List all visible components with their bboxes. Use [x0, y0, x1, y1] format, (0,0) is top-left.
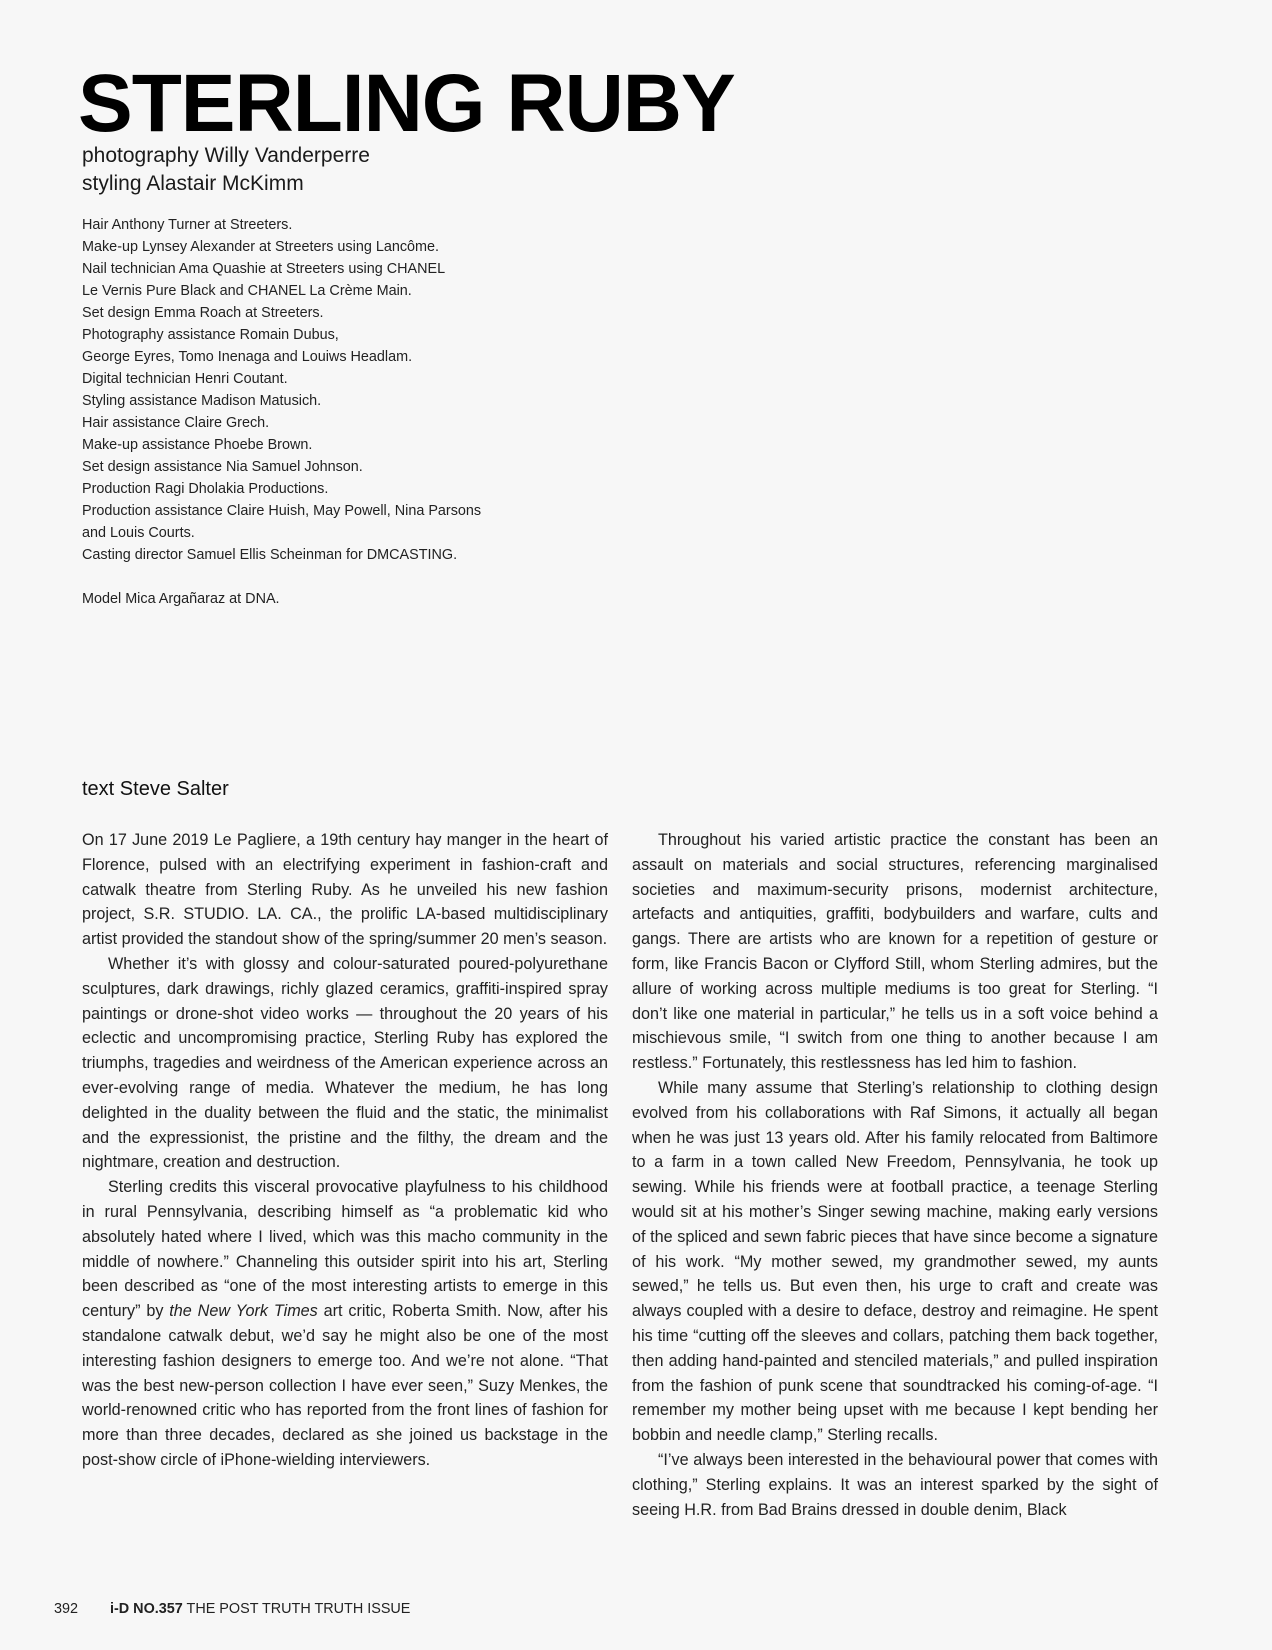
credit-line: Make-up assistance Phoebe Brown. — [82, 437, 313, 453]
article-paragraph — [82, 1175, 608, 1473]
credit-line: and Louis Courts. — [82, 525, 195, 541]
article-column-left — [82, 828, 608, 1473]
issue-title: THE POST TRUTH TRUTH ISSUE — [186, 1601, 411, 1617]
credit-line: Nail technician Ama Quashie at Streeters using CHANEL — [82, 261, 446, 277]
credit-line: Digital technician Henri Coutant. — [82, 371, 288, 387]
credit-spacer — [82, 566, 481, 588]
paragraph-text: art critic, Roberta Smith. Now, after his standalone catwalk debut, we’d say he might also be one of the most interesting fashion designers to emerge too. And we’re not alone. “That was the best new-person collection I have ever seen,” Suzy Menkes, the world-renowned critic who has reported from the front lines of fashion for more than three decades, declared as she joined us backstage in the post-show circle of iPhone-wielding interviewers. — [82, 1302, 608, 1469]
credit-line: Photography assistance Romain Dubus, — [82, 327, 339, 343]
byline — [82, 142, 370, 198]
article-paragraph: Throughout his varied artistic practice the constant has been an assault on materials and social structures, referencing marginalised societies and maximum-security prisons, modernist architecture, artefacts and antiquities, graffiti, bodybuilders and warfare, cults and gangs. There are artists who are known for a repetition of gesture or form, like Francis Bacon or Clyfford Still, whom Sterling admires, but the allure of working across multiple mediums is too great for Sterling. “I don’t like one material in particular,” he tells us in a soft voice behind a mischievous smile, “I switch from one thing to another because I am restless.” Fortunately, this restlessness has led him to fashion. — [632, 831, 1158, 1073]
credit-line: Le Vernis Pure Black and CHANEL La Crème Main. — [82, 283, 412, 299]
credit-line: George Eyres, Tomo Inenaga and Louiws Headlam. — [82, 349, 413, 365]
credit-line: Production Ragi Dholakia Productions. — [82, 481, 329, 497]
page-number: 392 — [54, 1601, 79, 1617]
credit-line: Production assistance Claire Huish, May Powell, Nina Parsons — [82, 503, 482, 519]
magazine-issue-number: i-D NO.357 — [110, 1601, 183, 1617]
credits-list — [82, 214, 481, 610]
photography-credit: photography Willy Vanderperre — [82, 144, 370, 167]
credit-line: Set design Emma Roach at Streeters. — [82, 305, 324, 321]
article-column-right — [632, 828, 1158, 1522]
article-paragraph: On 17 June 2019 Le Pagliere, a 19th century hay manger in the heart of Florence, pulsed with an electrifying experiment in fashion-craft and catwalk theatre from Sterling Ruby. As he unveiled his new fashion project, S.R. STUDIO. LA. CA., the prolific LA-based multidisciplinary artist provided the standout show of the spring/summer 20 men’s season. — [82, 831, 608, 949]
text-credit: text Steve Salter — [82, 778, 229, 800]
credit-line: Set design assistance Nia Samuel Johnson. — [82, 459, 363, 475]
page-footer — [54, 1600, 410, 1618]
credit-line: Casting director Samuel Ellis Scheinman for DMCASTING. — [82, 547, 458, 563]
credit-line: Styling assistance Madison Matusich. — [82, 393, 322, 409]
publication-name: the New York Times — [169, 1302, 318, 1321]
credit-line: Make-up Lynsey Alexander at Streeters using Lancôme. — [82, 239, 440, 255]
article-paragraph: “I’ve always been interested in the behavioural power that comes with clothing,” Sterling explains. It was an interest sparked by the sight of seeing H.R. from Bad Brains dressed in double denim, Black — [632, 1450, 1158, 1519]
article-title: STERLING RUBY — [78, 58, 735, 149]
styling-credit: styling Alastair McKimm — [82, 172, 304, 195]
paragraph-text: Sterling credits this visceral provocative playfulness to his childhood in rural Pennsylvania, describing himself as “a problematic kid who absolutely hated where I lived, which was this macho community in the middle of nowhere.” Channeling this outsider spirit into his art, Sterling been described as “one of the most interesting artists to emerge in this century” by — [82, 1178, 608, 1321]
credit-line: Hair assistance Claire Grech. — [82, 415, 270, 431]
credit-line: Hair Anthony Turner at Streeters. — [82, 217, 293, 233]
article-paragraph: While many assume that Sterling’s relationship to clothing design evolved from his collaborations with Raf Simons, it actually all began when he was just 13 years old. After his family relocated from Baltimore to a farm in a town called New Freedom, Pennsylvania, he took up sewing. While his friends were at football practice, a teenage Sterling would sit at his mother’s Singer sewing machine, making early versions of the spliced and sewn fabric pieces that have since become a signature of his work. “My mother sewed, my grandmother sewed, my aunts sewed,” he tells us. But even then, his urge to craft and create was always coupled with a desire to deface, destroy and reimagine. He spent his time “cutting off the sleeves and collars, patching them back together, then adding hand-painted and stenciled materials,” and pulled inspiration from the fashion of punk scene that soundtracked his coming-of-age. “I remember my mother being upset with me because I kept bending her bobbin and needle clamp,” Sterling recalls. — [632, 1078, 1158, 1445]
model-credit: Model Mica Argañaraz at DNA. — [82, 591, 280, 607]
article-paragraph: Whether it’s with glossy and colour-saturated poured-polyurethane sculptures, dark drawings, richly glazed ceramics, graffiti-inspired spray paintings or drone-shot video works — throughout the 20 years of his eclectic and uncompromising practice, Sterling Ruby has explored the triumphs, tragedies and weirdness of the American experience across an ever-evolving range of media. Whatever the medium, he has long delighted in the duality between the fluid and the static, the minimalist and the expressionist, the pristine and the filthy, the dream and the nightmare, creation and destruction. — [82, 954, 608, 1172]
